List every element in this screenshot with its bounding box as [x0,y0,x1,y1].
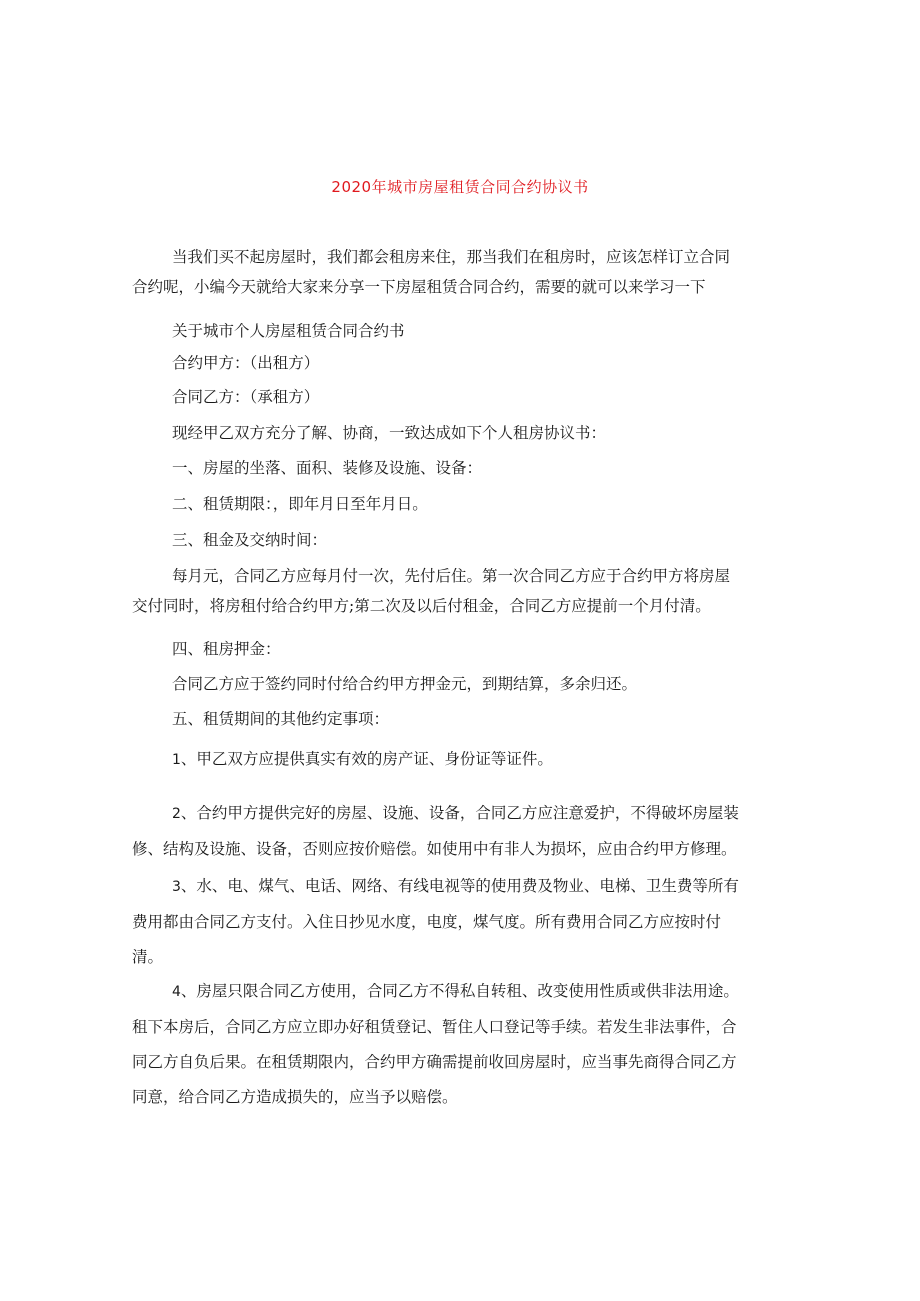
agreement-line: 现经甲乙双方充分了解、协商，一致达成如下个人租房协议书： [172,424,607,442]
intro-line-2: 合约呢，小编今天就给大家来分享一下房屋租赁合同合约，需要的就可以来学习一下 [132,278,706,296]
section-5-heading: 五、租赁期间的其他约定事项： [172,710,390,728]
intro-line-1: 当我们买不起房屋时，我们都会租房来住，那当我们在租房时，应该怎样订立合同 [172,248,731,266]
section-3-body-line-1: 每月元，合同乙方应每月付一次，先付后住。第一次合同乙方应于合约甲方将房屋 [172,567,731,585]
item-3 [132,871,812,972]
document-title: 2020年城市房屋租赁合同合约协议书 [331,178,589,196]
section-4-body: 合同乙方应于签约同时付给合约甲方押金元，到期结算，多余归还。 [172,675,638,693]
item-1 [172,744,852,775]
item-2-line-1: 、合约甲方提供完好的房屋、设施、设备，合同乙方应注意爱护，不得破坏房屋装 [180,804,739,822]
item-3-line-2: 费用都由合同乙方支付。入住日抄见水度，电度，煤气度。所有费用合同乙方应按时付 [132,913,722,931]
item-4-line-2: 租下本房后，合同乙方应立即办好租赁登记、暂住人口登记等手续。若发生非法事件，合 [132,1018,737,1036]
item-2-line-2: 修、结构及设施、设备，否则应按价赔偿。如使用中有非人为损坏，应由合约甲方修理。 [132,840,737,858]
item-3-line-3: 清。 [132,948,164,966]
item-4 [132,976,812,1112]
item-4-line-1: 、房屋只限合同乙方使用，合同乙方不得私自转租、改变使用性质或供非法用途。 [180,982,739,1000]
item-4-line-4: 同意，给合同乙方造成损失的，应当予以赔偿。 [132,1088,458,1106]
section-1-heading: 一、房屋的坐落、面积、装修及设施、设备： [172,459,483,477]
item-2 [132,798,812,864]
party-a-line: 合约甲方：（出租方） [172,354,320,372]
item-2-number: 2 [172,806,181,822]
party-b-line: 合同乙方：（承租方） [172,388,320,406]
section-2-heading: 二、租赁期限：，即年月日至年月日。 [172,495,428,513]
section-4-heading: 四、租房押金： [172,640,281,658]
item-4-line-3: 同乙方自负后果。在租赁期限内，合约甲方确需提前收回房屋时，应当事先商得合同乙方 [132,1053,737,1071]
section-3-body [132,561,812,621]
section-3-heading: 三、租金及交纳时间： [172,531,328,549]
item-3-line-1: 、水、电、煤气、电话、网络、有线电视等的使用费及物业、电梯、卫生费等所有 [180,877,739,895]
contract-subtitle: 关于城市个人房屋租赁合同合约书 [172,322,405,340]
item-1-number: 1 [172,752,181,768]
section-3-body-line-2: 交付同时，将房租付给合约甲方;第二次及以后付租金，合同乙方应提前一个月付清。 [132,597,711,615]
intro-paragraph [132,242,812,302]
item-3-number: 3 [172,879,181,895]
item-4-number: 4 [172,984,181,1000]
item-1-text: 、甲乙双方应提供真实有效的房产证、身份证等证件。 [180,750,553,768]
